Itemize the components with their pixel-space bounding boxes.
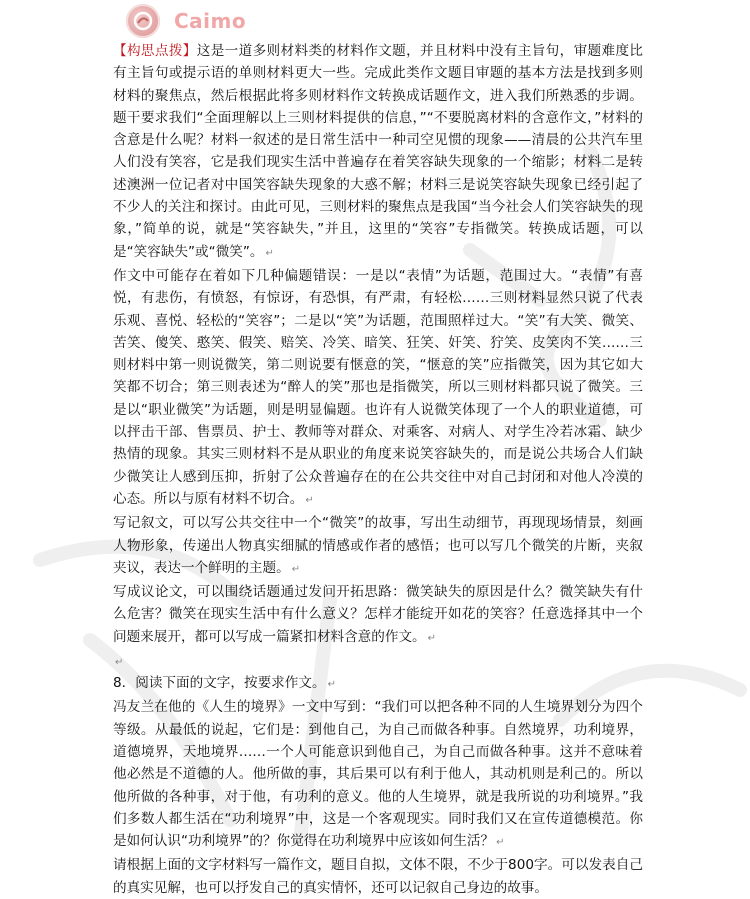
logo-icon — [126, 4, 160, 38]
logo-text: Caimo — [174, 9, 247, 33]
paragraph-quote: 冯友兰在他的《人生的境界》一文中写到：“我们可以把各种不同的人生境界划分为四个等级。从最低的说起，它们是：到他自己，为自己而做各种事。自然境界，功利境界，道德境界，天地境界……一个人可能意识到他自己，为自己而做各种事。这并不意味着他必然是不道德的人。他所做的事，其后果可以有利于他人，其动机则是利己的。所以他所做的各种事，对于他，有功利的意义。他的人生境界，就是我所说的功利境界。”我们多数人都生活在“功利境界”中，这是一个客观现实。同时我们又在宣传道德模范。你是如何认识“功利境界”的？你觉得在功利境界中应该如何生活？ ↵ — [113, 699, 643, 850]
paragraph-text: 写记叙文，可以写公共交往中一个“微笑”的故事，写出生动细节，再现现场情景，刻画人物形象，传递出人物真实细腻的情感或作者的感悟；也可以写几个微笑的片断，夹叙夹议，表达一个鲜明的主题。 — [113, 515, 643, 576]
section-label: 【构思点拨】 — [113, 43, 197, 59]
paragraph-errors: 作文中可能存在着如下几种偏题错误：一是以“表情”为话题，范围过大。“表情”有喜悦，有悲伤，有愤怒，有惊讶，有恐惧，有严肃，有轻松……三则材料显然只说了代表乐观、喜悦、轻松的“笑容”；二是以“笑”为话题，范围照样过大。“笑”有大笑、微笑、苦笑、傻笑、憨笑、假笑、赔笑、冷笑、暗笑、狂笑、奸笑、狞笑、皮笑肉不笑……三则材料中第一则说微笑，第二则说要有惬意的笑，“惬意的笑”应指微笑，因为其它如大笑都不切合；第三则表述为“醉人的笑”那也是指微笑，所以三则材料都只说了微笑。三是以“职业微笑”为话题，则是明显偏题。也许有人说微笑体现了一个人的职业道德，可以抨击干部、售票员、护士、教师等对群众、对乘客、对病人、对学生冷若冰霜、缺少热情的现象。其实三则材料不是从职业的角度来说笑容缺失的，而是说公共场合人们缺少微笑让人感到压抑，折射了公众普遍存在的在公共交往中对自己封闭和对他人冷漠的心态。所以与原有材料不切合。 ↵ — [113, 267, 643, 507]
paragraph-text: 写成议论文，可以围绕话题通过发问开拓思路：微笑缺失的原因是什么？微笑缺失有什么危害？微笑在现实生活中有什么意义？怎样才能绽开如花的笑容？任意选择其中一个问题来展开，都可以写成一篇紧扣材料含意的作文。 — [113, 584, 643, 645]
paragraph-analysis: 【构思点拨】这是一道多则材料类的材料作文题，并且材料中没有主旨句，审题难度比有主旨句或提示语的单则材料更大一些。完成此类作文题目审题的基本方法是找到多则材料的聚焦点，然后根据此将多则材料作文转换成话题作文，进入我们所熟悉的步调。题干要求我们“全面理解以上三则材料提供的信息，”“不要脱离材料的含意作文，”材料的含意是什么呢？材料一叙述的是日常生活中一种司空见惯的现象——清晨的公共汽车里人们没有笑容，它是我们现实生活中普遍存在着笑容缺失现象的一个缩影；材料二是转述澳洲一位记者对中国笑容缺失现象的大惑不解；材料三是说笑容缺失现象已经引起了不少人的关注和探讨。由此可见，三则材料的聚焦点是我国“当今社会人们笑容缺失的现象，”简单的说，就是“笑容缺失，”并且，这里的“笑容”专指微笑。转换成话题，可以是“笑容缺失”或“微笑”。 ↵ — [113, 43, 644, 260]
paragraph-text: 作文中可能存在着如下几种偏题错误：一是以“表情”为话题，范围过大。“表情”有喜悦，有悲伤，有愤怒，有惊讶，有恐惧，有严肃，有轻松……三则材料显然只说了代表乐观、喜悦、轻松的“笑容”；二是以“笑”为话题，范围照样过大。“笑”有大笑、微笑、苦笑、傻笑、憨笑、假笑、赔笑、冷笑、暗笑、狂笑、奸笑、狞笑、皮笑肉不笑……三则材料中第一则说微笑，第二则说要有惬意的笑，“惬意的笑”应指微笑，因为其它如大笑都不切合；第三则表述为“醉人的笑”那也是指微笑，所以三则材料都只说了微笑。三是以“职业微笑”为话题，则是明显偏题。也许有人说微笑体现了一个人的职业道德，可以抨击干部、售票员、护士、教师等对群众、对乘客、对病人、对学生冷若冰霜、缺少热情的现象。其实三则材料不是从职业的角度来说笑容缺失的，而是说公共场合人们缺少微笑让人感到压抑，折射了公众普遍存在的在公共交往中对自己封闭和对他人冷漠的心态。所以与原有材料不切合。 — [113, 267, 643, 507]
paragraph-narrative: 写记叙文，可以写公共交往中一个“微笑”的故事，写出生动细节，再现现场情景，刻画人物形象，传递出人物真实细腻的情感或作者的感悟；也可以写几个微笑的片断，夹叙夹议，表达一个鲜明的主题。 ↵ — [113, 515, 643, 576]
paragraph-text: 请根据上面的文字材料写一篇作文，题目自拟，文体不限，不少于800字。可以发表自己的真实见解，也可以抒发自己的真实情怀，还可以记叙自己身边的故事。 — [113, 857, 643, 896]
question-heading: 8．阅读下面的文字，按要求作文。 ↵ — [113, 675, 336, 692]
document-body: 【构思点拨】这是一道多则材料类的材料作文题，并且材料中没有主旨句，审题难度比有主旨句或提示语的单则材料更大一些。完成此类作文题目审题的基本方法是找到多则材料的聚焦点，然后根据此将多则材料作文转换成话题作文，进入我们所熟悉的步调。题干要求我们“全面理解以上三则材料提供的信息，”“不要脱离材料的含意作文，”材料的含意是什么呢？材料一叙述的是日常生活中一种司空见惯的现象——清晨的公共汽车里人们没有笑容，它是我们现实生活中普遍存在着笑容缺失现象的一个缩影；材料二是转述澳洲一位记者对中国笑容缺失现象的大惑不解；材料三是说笑容缺失现象已经引起了不少人的关注和探讨。由此可见，三则材料的聚焦点是我国“当今社会人们笑容缺失的现象，”简单的说，就是“笑容缺失，”并且，这里的“笑容”专指微笑。转换成话题，可以是“笑容缺失”或“微笑”。 ↵ 作文中可能存在着如下几种偏题错误：一是以“表情”为话题，范围过大。“表情”有喜悦，有悲伤，有愤怒，有惊讶，有恐惧，有严肃，有轻松……三则材料显然只说了代表乐观、喜悦、轻松的“笑容”；二是以“笑”为话题，范围照样过大。“笑”有大笑、微笑、苦笑、傻笑、憨笑、假笑、赔笑、冷笑、暗笑、狂笑、奸笑、狞笑、皮笑肉不笑……三则材料中第一则说微笑，第二则说要有惬意的笑，“惬意的笑”应指微笑，因为其它如大笑都不切合；第三则表述为“醉人的笑”那也是指微笑，所以三则材料都只说了微笑。三是以“职业微笑”为话题，则是明显偏题。也许有人说微笑体现了一个人的职业道德，可以抨击干部、售票员、护士、教师等对群众、对乘客、对病人、对学生冷若冰霜、缺少热情的现象。其实三则材料不是从职业的角度来说笑容缺失的，而是说公共场合人们缺少微笑让人感到压抑，折射了公众普遍存在的在公共交往中对自己封闭和对他人冷漠的心态。所以与原有材料不切合。 ↵ 写记叙文，可以写公共交往中一个“微笑”的故事，写出生动细节，再现现场情景，刻画人物形象，传递出人物真实细腻的情感或作者的感悟；也可以写几个微笑的片断，夹叙夹议，表达一个鲜明的主题。 ↵ 写成议论文，可以围绕话题通过发问开拓思路：微笑缺失的原因是什么？微笑缺失有什么危害？微笑在现实生活中有什么意义？怎样才能绽开如花的笑容？任意选择其中一个问题来展开，都可以写成一篇紧扣材料含意的作文。 ↵ ↵ 8．阅读下面的文字，按要求作文。 ↵ 冯友兰在他的《人生的境界》一文中写到：“我们可以把各种不同的人生境界划分为四个等级。从最低的说起，它们是：到他自己，为自己而做各种事。自然境界，功利境界，道德境界，天地境界……一个人可能意识到他自己，为自己而做各种事。这并不意味着他必然是不道德的人。他所做的事，其后果可以有利于他人，其动机则是利己的。所以他所做的各种事，对于他，有功利的意义。他的人生境界，就是我所说的功利境界。”我们多数人都生活在“功利境界”中，这是一个客观现实。同时我们又在宣传道德模范。你是如何认识“功利境界”的？你觉得在功利境界中应该如何生活？ ↵ 请根据上面的文字材料写一篇作文，题目自拟，文体不限，不少于800字。可以发表自己的真实见解，也可以抒发自己的真实情怀，还可以记叙自己身边的故事。 — [113, 40, 643, 899]
logo — [126, 2, 246, 40]
paragraph-text: 冯友兰在他的《人生的境界》一文中写到：“我们可以把各种不同的人生境界划分为四个等级。从最低的说起，它们是：到他自己，为自己而做各种事。自然境界，功利境界，道德境界，天地境界……一个人可能意识到他自己，为自己而做各种事。这并不意味着他必然是不道德的人。他所做的事，其后果可以有利于他人，其动机则是利己的。所以他所做的各种事，对于他，有功利的意义。他的人生境界，就是我所说的功利境界。”我们多数人都生活在“功利境界”中，这是一个客观现实。同时我们又在宣传道德模范。你是如何认识“功利境界”的？你觉得在功利境界中应该如何生活？ — [113, 699, 643, 850]
paragraph-text: 这是一道多则材料类的材料作文题，并且材料中没有主旨句，审题难度比有主旨句或提示语的单则材料更大一些。完成此类作文题目审题的基本方法是找到多则材料的聚焦点，然后根据此将多则材料作文转换成话题作文，进入我们所熟悉的步调。题干要求我们“全面理解以上三则材料提供的信息，”“不要脱离材料的含意作文，”材料的含意是什么呢？材料一叙述的是日常生活中一种司空见惯的现象——清晨的公共汽车里人们没有笑容，它是我们现实生活中普遍存在着笑容缺失现象的一个缩影；材料二是转述澳洲一位记者对中国笑容缺失现象的大惑不解；材料三是说笑容缺失现象已经引起了不少人的关注和探讨。由此可见，三则材料的聚焦点是我国“当今社会人们笑容缺失的现象，”简单的说，就是“笑容缺失，”并且，这里的“笑容”专指微笑。转换成话题，可以是“笑容缺失”或“微笑”。 — [113, 43, 644, 260]
paragraph-text: 8．阅读下面的文字，按要求作文。 — [113, 675, 326, 692]
paragraph-argument: 写成议论文，可以围绕话题通过发问开拓思路：微笑缺失的原因是什么？微笑缺失有什么危害？微笑在现实生活中有什么意义？怎样才能绽开如花的笑容？任意选择其中一个问题来展开，都可以写成一篇紧扣材料含意的作文。 ↵ — [113, 584, 643, 645]
paragraph-requirement — [113, 854, 643, 899]
